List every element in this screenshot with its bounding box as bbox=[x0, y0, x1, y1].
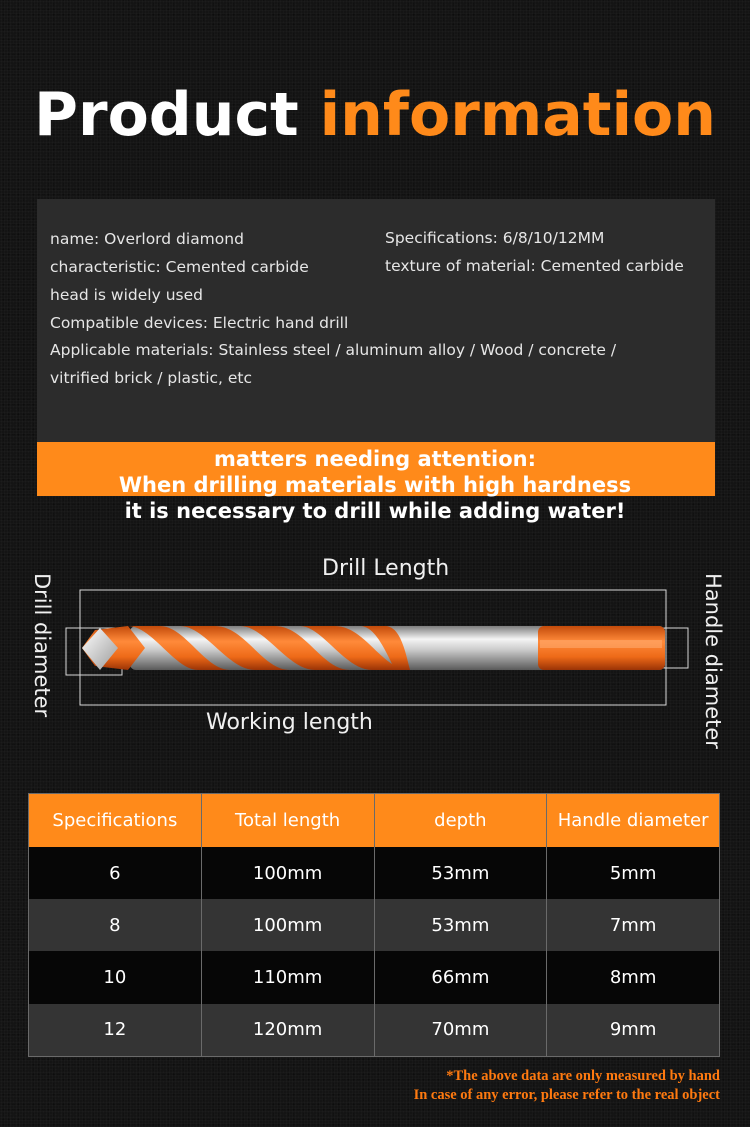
cell-handle-diameter: 9mm bbox=[547, 1004, 720, 1057]
info-applicable: Applicable materials: Stainless steel / aluminum alloy / Wood / concrete / bbox=[50, 341, 617, 359]
info-name: name: Overlord diamond bbox=[50, 230, 244, 248]
spec-table bbox=[28, 793, 720, 1057]
cell-total-length: 100mm bbox=[201, 899, 374, 951]
attention-line-2: When drilling materials with high hardness bbox=[118, 473, 632, 497]
info-texture: texture of material: Cemented carbide bbox=[385, 257, 684, 275]
page-title bbox=[0, 80, 750, 150]
attention-heading: matters needing attention: bbox=[214, 447, 536, 471]
cell-depth: 53mm bbox=[374, 899, 547, 951]
table-header-row bbox=[29, 794, 720, 848]
info-characteristic-cont: head is widely used bbox=[50, 286, 203, 304]
header-handle-diameter: Handle diameter bbox=[547, 794, 720, 848]
cell-depth: 66mm bbox=[374, 951, 547, 1003]
header-total-length: Total length bbox=[201, 794, 374, 848]
table-row bbox=[29, 1004, 720, 1057]
label-handle-diameter: Handle diameter bbox=[701, 573, 725, 749]
cell-handle-diameter: 5mm bbox=[547, 847, 720, 899]
label-working-length: Working length bbox=[206, 710, 373, 735]
info-panel bbox=[37, 199, 715, 442]
info-compatible: Compatible devices: Electric hand drill bbox=[50, 314, 349, 332]
cell-total-length: 110mm bbox=[201, 951, 374, 1003]
cell-total-length: 100mm bbox=[201, 847, 374, 899]
drill-diagram bbox=[0, 540, 750, 780]
header-depth: depth bbox=[374, 794, 547, 848]
cell-handle-diameter: 8mm bbox=[547, 951, 720, 1003]
title-word-information: information bbox=[319, 80, 716, 150]
table-row bbox=[29, 899, 720, 951]
label-drill-length: Drill Length bbox=[322, 556, 450, 581]
info-applicable-cont: vitrified brick / plastic, etc bbox=[50, 369, 253, 387]
cell-depth: 70mm bbox=[374, 1004, 547, 1057]
info-characteristic: characteristic: Cemented carbide bbox=[50, 258, 309, 276]
cell-spec: 6 bbox=[29, 847, 202, 899]
note-line-1: *The above data are only measured by hand bbox=[446, 1068, 720, 1084]
table-row bbox=[29, 951, 720, 1003]
note-line-2: In case of any error, please refer to the real object bbox=[413, 1087, 720, 1103]
cell-spec: 8 bbox=[29, 899, 202, 951]
table-row bbox=[29, 847, 720, 899]
cell-depth: 53mm bbox=[374, 847, 547, 899]
cell-total-length: 120mm bbox=[201, 1004, 374, 1057]
label-drill-diameter: Drill diameter bbox=[30, 573, 54, 718]
info-specifications: Specifications: 6/8/10/12MM bbox=[385, 229, 605, 247]
title-word-product: Product bbox=[34, 80, 299, 150]
cell-spec: 10 bbox=[29, 951, 202, 1003]
attention-line-3: it is necessary to drill while adding water! bbox=[124, 499, 626, 523]
cell-handle-diameter: 7mm bbox=[547, 899, 720, 951]
cell-spec: 12 bbox=[29, 1004, 202, 1057]
header-specifications: Specifications bbox=[29, 794, 202, 848]
